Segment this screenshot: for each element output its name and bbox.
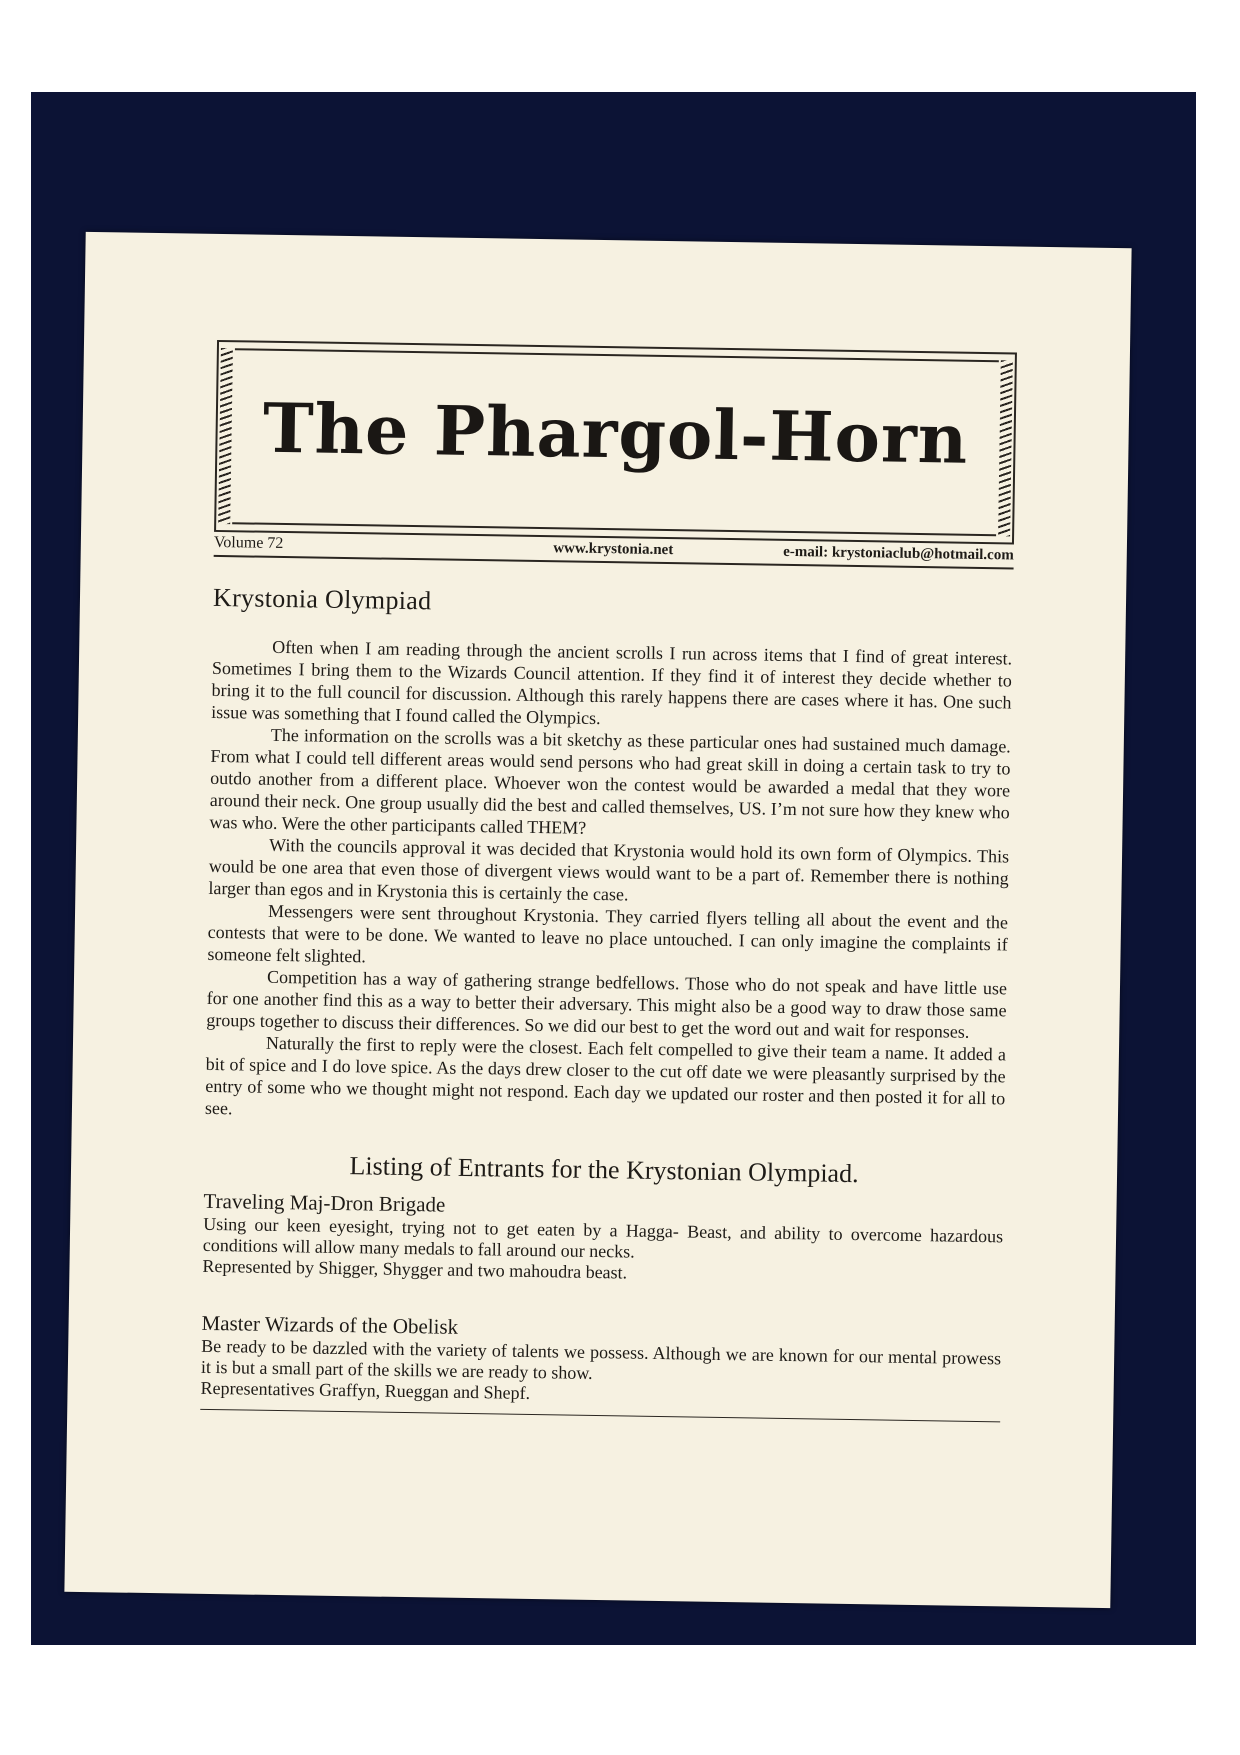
entrant-block (200, 1311, 1001, 1412)
volume-label: Volume 72 (213, 533, 284, 553)
photo-background (31, 92, 1196, 1645)
bottom-divider (200, 1409, 1000, 1423)
entrant-representatives: Represented by Shigger, Shygger and two mahoudra beast. (202, 1255, 628, 1283)
newsletter-title: The Phargol-Horn (262, 388, 969, 480)
newsletter-page (64, 232, 1131, 1608)
entrant-name: Master Wizards of the Obelisk (201, 1310, 459, 1339)
listing-title: Listing of Entrants for the Krystonian Olympiad. (349, 1151, 859, 1189)
article-paragraph: Messengers were sent throughout Krystonia. They carried flyers telling all about the event and the contests that were to be done. We wanted to leave no place untouched. I can only imagine the complaints if someone felt slighted. (207, 900, 1009, 967)
article-paragraph: With the councils approval it was decided that Krystonia would hold its own form of Olympics. This would be one area that even those of divergent views would want to be a part of. Remember there is nothing larger than egos and in Krystonia this is certainly the case. (208, 834, 1010, 905)
article-title: Krystonia Olympiad (212, 582, 432, 616)
website-link[interactable]: www.krystonia.net (553, 540, 674, 559)
entrant-description: Be ready to be dazzled with the variety of talents we possess. Although we are known for our mental prowess it is but a small part of the skills we are ready to show. (200, 1335, 1002, 1383)
email-link[interactable]: e-mail: krystoniaclub@hotmail.com (783, 543, 1014, 564)
article-paragraph: Competition has a way of gathering strange bedfellows. Those who do not speak and have little use for one another find this as a way to better their adversary. This might also be a good way to draw those same groups together to discuss their differences. So we did our best to get the word out and wait for responses. (206, 966, 1008, 1042)
article-paragraph: Naturally the first to reply were the closest. Each felt compelled to give their team a name. It added a bit of spice and I do love spice. As the days drew closer to the cut off date we were pleasantly surprised by the entry of some who we thought might not respond. Each day we updated our roster and then posted it for all to see. (204, 1032, 1007, 1119)
article-paragraph: Often when I am reading through the ancient scrolls I run across items that I find of great interest. Sometimes I bring them to the Wizards Council attention. If they find it of interest they decide whether to bring it to the full council for discussion. Although this rarely happens there are cases where it has. One such issue was something that I found called the Olympics. (211, 636, 1013, 729)
page-content (200, 340, 1017, 1422)
masthead (214, 340, 1017, 545)
entrant-representatives: Representatives Graffyn, Rueggan and Shepf. (200, 1377, 531, 1403)
entrant-block (202, 1189, 1003, 1290)
entrant-description: Using our keen eyesight, trying not to get eaten by a Hagga- Beast, and ability to overcome hazardous conditions will allow many medals to fall around our necks. (202, 1213, 1004, 1262)
entrant-name: Traveling Maj-Dron Brigade (203, 1188, 446, 1217)
article-paragraph: The information on the scrolls was a bit sketchy as these particular ones had sustained much damage. From what I could tell different areas would send persons who had great skill in doing a certain task to try to outdo another from a different place. Whoever won the contest would be awarded a medal that they wore around their neck. One group usually did the best and called themselves, US. I’m not sure how they knew who was who. Were the other participants called THEM? (209, 724, 1011, 838)
